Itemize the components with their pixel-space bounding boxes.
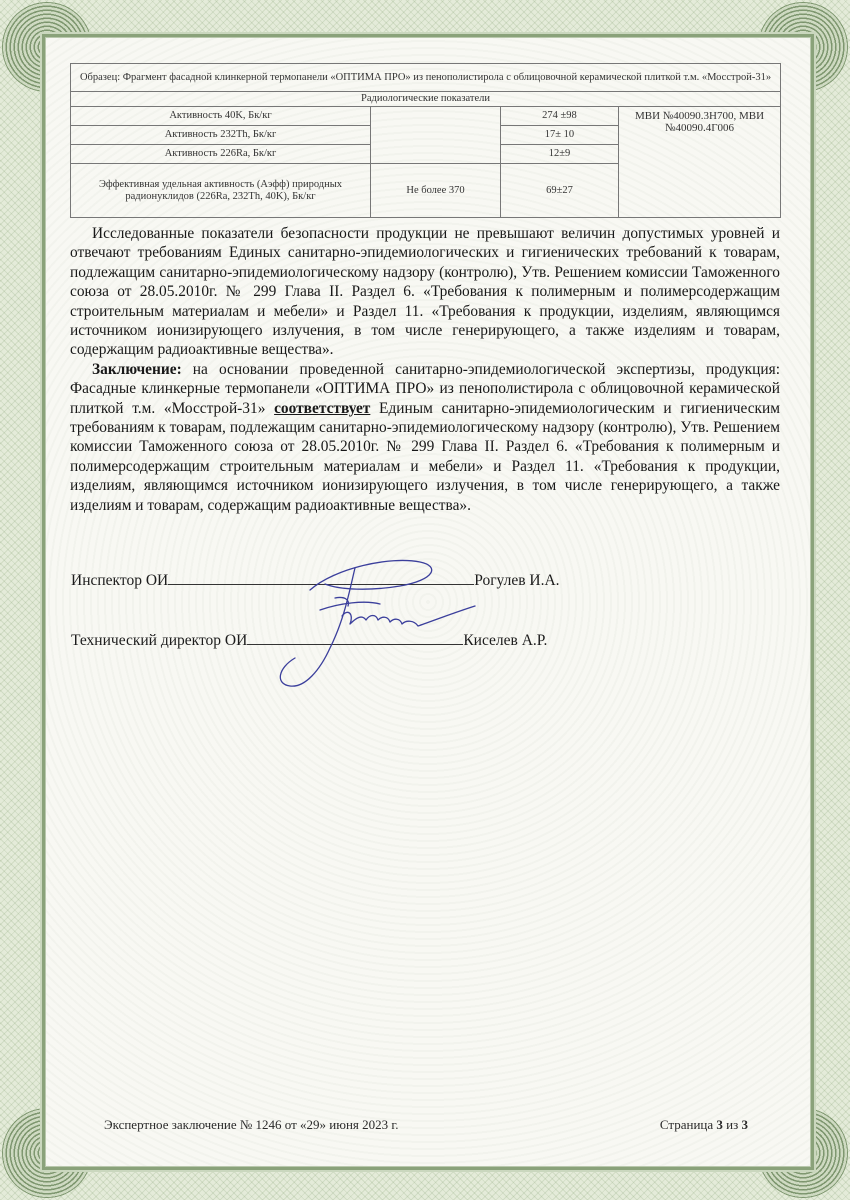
table-section-title: Радиологические показатели	[71, 92, 781, 107]
conclusion-emphasis: соответствует	[274, 399, 371, 417]
indicator-name: Активность 232Th, Бк/кг	[71, 126, 371, 145]
page-number	[660, 1117, 748, 1133]
results-table	[70, 63, 781, 218]
indicator-name: Активность 226Ra, Бк/кг	[71, 145, 371, 164]
result-value: 274 ±98	[501, 107, 619, 126]
director-title: Технический директор ОИ	[71, 632, 248, 649]
document-content	[70, 63, 780, 515]
indicator-name: Активность 40K, Бк/кг	[71, 107, 371, 126]
conclusion-text-before: на основании проведенной санитарно-эпидемиологической экспертизы, продукция: Фасадные клинкерные термопанели «ОПТИМА ПРО» из пенополистирола с облицовочной керамической плиткой т.м. «Мосстрой-31»	[70, 360, 780, 417]
table-row	[71, 107, 781, 126]
handwritten-signature-icon	[250, 548, 490, 698]
body-text	[70, 224, 780, 515]
inspector-title: Инспектор ОИ	[71, 572, 169, 589]
findings-paragraph: Исследованные показатели безопасности продукции не превышают величин допустимых уровней и отвечают требованиям Единых санитарно-эпидемиологических и гигиенических требований к товарам, подлежащим санитарно-эпидемиологическому надзору (контролю), Утв. Решением комиссии Таможенного союза от 28.05.2010г. № 299 Глава II. Раздел 6. «Требования к полимерным и полимерсодержащим строительным материалам и мебели» и Раздел 11. «Требования к продукции, изделиям, являющимся источником ионизирующего излучения, в том числе генерирующего, а также изделиям и товарам, содержащим радиоактивные вещества».	[70, 225, 780, 359]
page-footer	[104, 1117, 748, 1133]
method-cell: МВИ №40090.3Н700, МВИ №40090.4Г006	[619, 107, 781, 218]
page-label: Страница	[659, 1117, 717, 1132]
page-of-label: из	[722, 1117, 742, 1132]
result-value: 12±9	[501, 145, 619, 164]
page-current: 3	[716, 1117, 723, 1132]
result-value: 17± 10	[501, 126, 619, 145]
indicator-name: Эффективная удельная активность (Аэфф) природных радионуклидов (226Ra, 232Th, 40K), Бк/кг	[71, 164, 371, 218]
norm-cell-empty	[371, 107, 501, 164]
footer-reference: Экспертное заключение № 1246 от «29» июня 2023 г.	[104, 1117, 399, 1132]
conclusion-paragraph	[70, 360, 780, 515]
conclusion-text-after: Единым санитарно-эпидемиологическим и гигиеническим требованиям к товарам, подлежащим санитарно-эпидемиологическому надзору (контролю), Утв. Решением комиссии Таможенного союза от 28.05.2010г. № 299 Глава II. Раздел 6. «Требования к полимерным и полимерсодержащим строительным материалам и мебели» и Раздел 11. «Требования к продукции, изделиям, являющимся источником ионизирующего излучения, в том числе генерирующего, а также изделиям и товарам, содержащим радиоактивные вещества».	[70, 399, 780, 514]
director-name: Киселев А.Р.	[463, 632, 548, 649]
conclusion-label: Заключение:	[92, 360, 182, 378]
page-total: 3	[741, 1117, 748, 1132]
inspector-name: Рогулев И.А.	[474, 572, 560, 589]
table-caption: Образец: Фрагмент фасадной клинкерной термопанели «ОПТИМА ПРО» из пенополистирола с облицовочной керамической плиткой т.м. «Мосстрой-31»	[71, 64, 781, 92]
norm-value: Не более 370	[371, 164, 501, 218]
result-value: 69±27	[501, 164, 619, 218]
